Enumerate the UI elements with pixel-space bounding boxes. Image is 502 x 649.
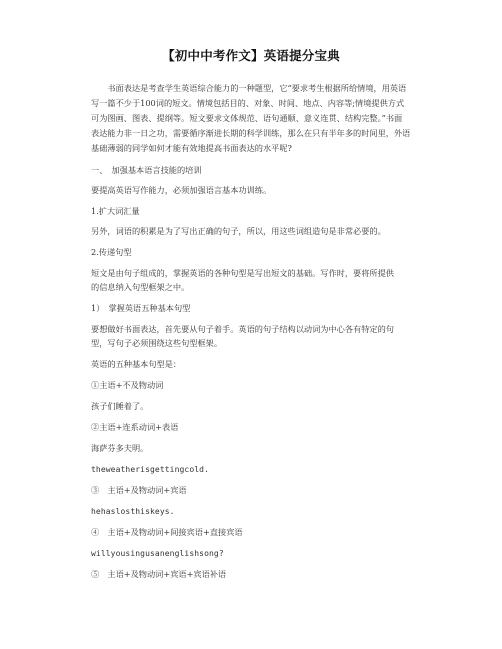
item-1-heading: 1.扩大词汇量 xyxy=(91,206,140,216)
section-1-text: 要提高英语写作能力，必须加强语言基本功训练。 xyxy=(91,185,272,195)
patterns-intro: 英语的五种基本句型是： xyxy=(91,359,182,369)
intro-line-3: 可为图画、图表、提纲等。短文要求文体规范、语句通顺、意义连贯、结构完整。”书面 xyxy=(91,113,403,123)
pattern-4: ④ 主语+及物动词+间接宾语+直接宾语 xyxy=(91,527,243,537)
document-title: 【初中中考作文】英语提分宝典 xyxy=(162,48,340,63)
item-2-line-2: 的信息纳入句型框架之中。 xyxy=(91,282,190,292)
item-1-text: 另外，词语的积累是为了写出正确的句子，所以，用这些词组造句是非常必要的。 xyxy=(91,226,386,236)
pattern-5: ⑤ 主语+及物动词+宾语+宾语补语 xyxy=(91,569,227,579)
intro-line-5: 基础薄弱的同学如何才能有效地提高书面表达的水平呢? xyxy=(91,143,292,153)
pattern-1: ①主语+不及物动词 xyxy=(91,380,164,390)
section-1-heading: 一、 加强基本语言技能的培训 xyxy=(91,165,202,175)
pattern-1-example: 孩子们睡着了。 xyxy=(91,401,149,411)
intro-line-4: 表达能力非一日之功，需要循序渐进长期的科学训练，那么在只有半年多的时间里，外语 xyxy=(91,128,411,138)
sub-1-line-1: 要想做好书面表达，首先要从句子着手。英语的句子结构以动词为中心各有特定的句 xyxy=(91,324,394,334)
sub-1-line-2: 型，写句子必须围绕这些句型框架。 xyxy=(91,338,223,348)
pattern-2-english: theweatherisgettingcold. xyxy=(91,465,209,474)
intro-line-1: 书面表达是考查学生英语综合能力的一种题型，它“要求考生根据所给情境，用英语 xyxy=(91,83,407,93)
pattern-2-example: 海萨芬多夫明。 xyxy=(91,443,149,453)
sub-1-heading: 1） 掌握英语五种基本句型 xyxy=(91,303,191,313)
item-2-line-1: 短文是由句子组成的，掌握英语的各种句型是写出短文的基础。写作时，要将所提供 xyxy=(91,268,394,278)
pattern-2: ②主语+连系动词+表语 xyxy=(91,422,179,432)
intro-line-2: 写一篇不少于100词的短文。情境包括目的、对象、时间、地点、内容等;情境提供方式 xyxy=(91,98,405,108)
pattern-3-example: hehaslosthiskeys. xyxy=(91,507,175,516)
item-2-heading: 2.传递句型 xyxy=(91,247,132,257)
pattern-4-example: willyousingusanenglishsong? xyxy=(91,549,224,558)
pattern-3: ③ 主语+及物动词+宾语 xyxy=(91,485,187,495)
